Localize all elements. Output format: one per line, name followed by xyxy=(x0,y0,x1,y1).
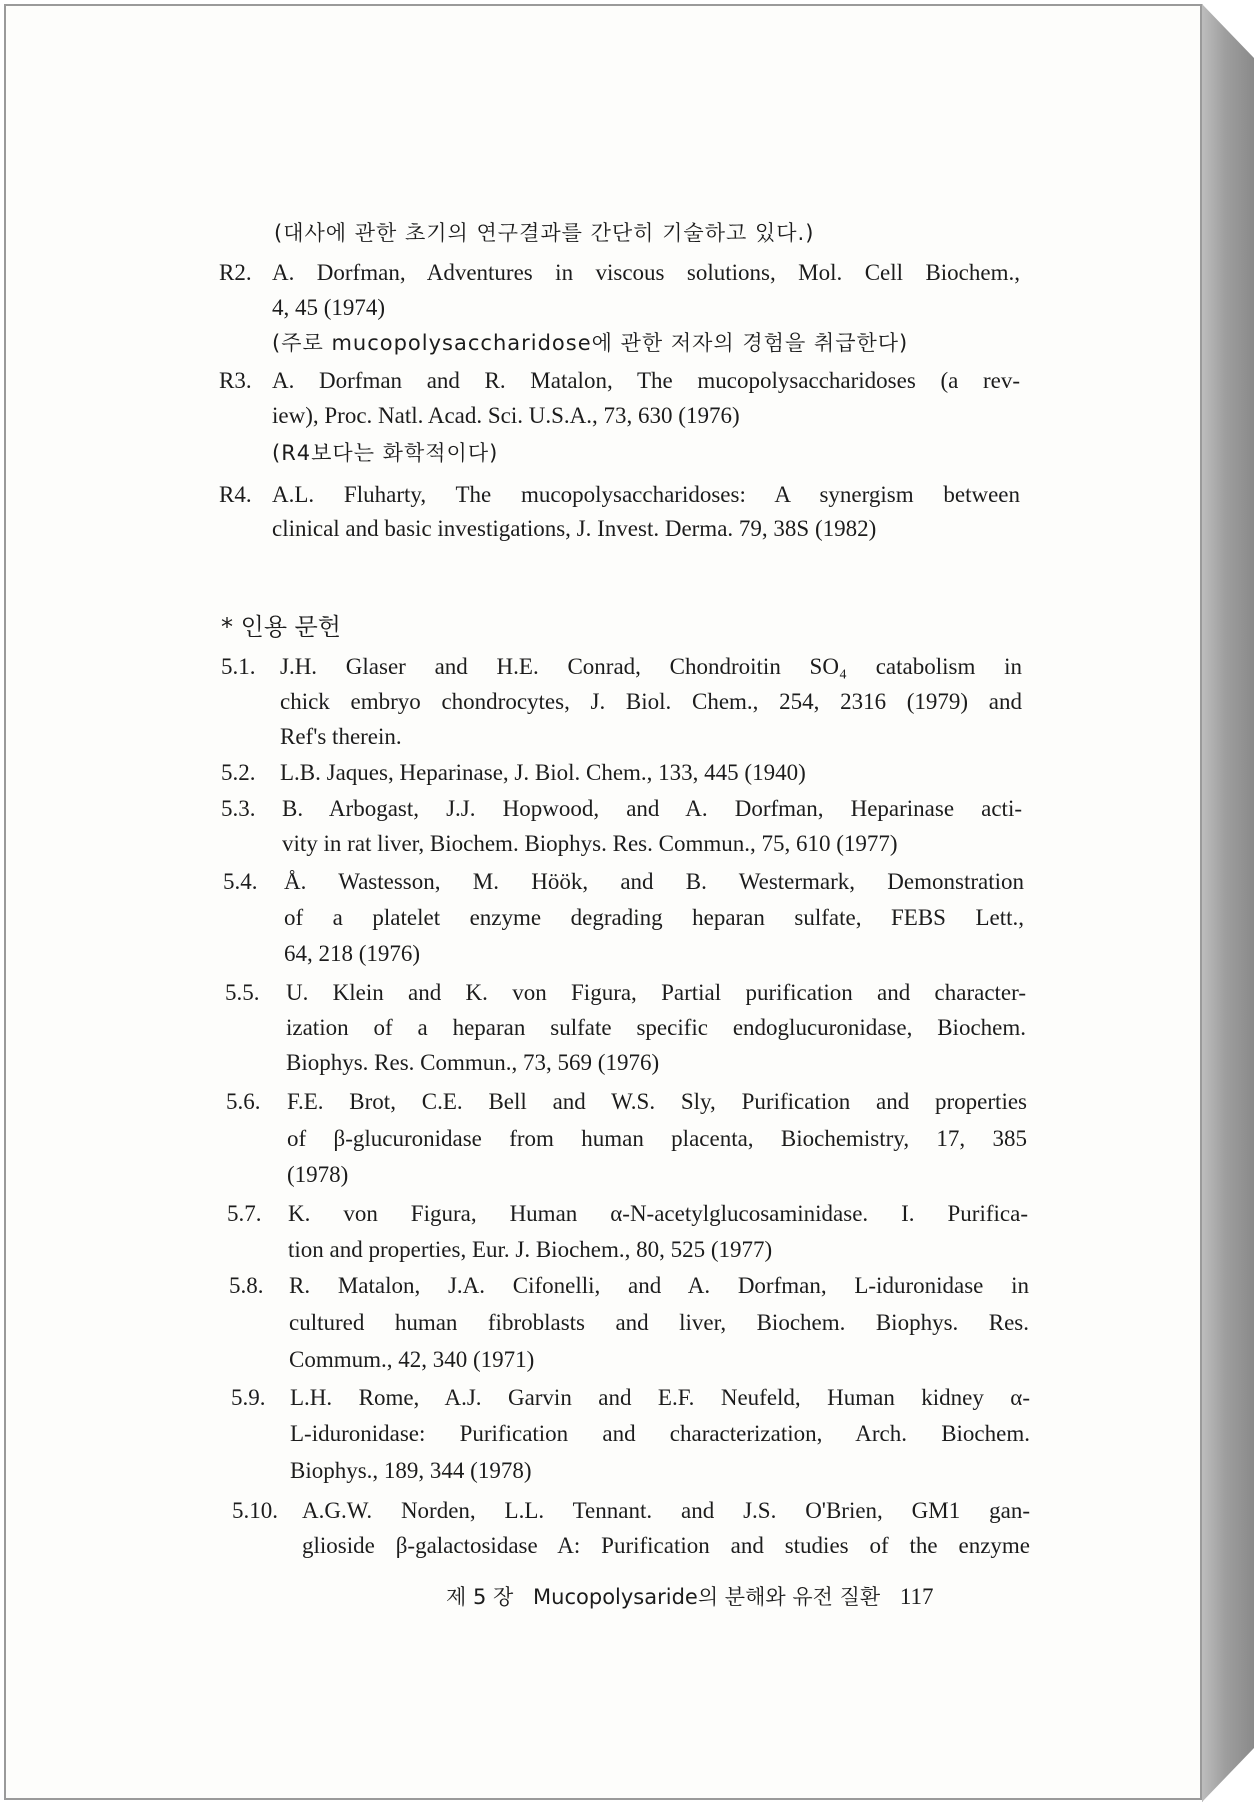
citation-line: glioside β-galactosidase A: Purification and studies of the enzyme xyxy=(302,1533,1030,1558)
citation-line: A.G.W. Norden, L.L. Tennant. and J.S. O'Brien, GM1 gan- xyxy=(302,1498,1030,1523)
reference-note: (주로 mucopolysaccharidose에 관한 저자의 경험을 취급한다) xyxy=(272,331,909,355)
page-number: 117 xyxy=(899,1584,934,1609)
citation-line: chick embryo chondrocytes, J. Biol. Chem., 254, 2316 (1979) and xyxy=(280,689,1022,714)
reference-line: 4, 45 (1974) xyxy=(272,295,386,320)
reference-note: (대사에 관한 초기의 연구결과를 간단히 기술하고 있다.) xyxy=(274,221,815,245)
reference-line: A. Dorfman and R. Matalon, The mucopolysaccharidoses (a rev- xyxy=(272,368,1020,393)
citation-line: Ref's therein. xyxy=(280,724,402,749)
citation-line: Commum., 42, 340 (1971) xyxy=(289,1347,535,1372)
citation-number: 5.9. xyxy=(231,1385,266,1410)
citation-number: 5.3. xyxy=(221,796,256,821)
footer-title: Mucopolysaride의 분해와 유전 질환 xyxy=(533,1585,881,1609)
citation-line: R. Matalon, J.A. Cifonelli, and A. Dorfman, L-iduronidase in xyxy=(289,1273,1029,1298)
citation-line: Å. Wastesson, M. Höök, and B. Westermark, Demonstration xyxy=(284,869,1024,894)
citation-line: L-iduronidase: Purification and characterization, Arch. Biochem. xyxy=(290,1421,1030,1446)
reference-line: clinical and basic investigations, J. Invest. Derma. 79, 38S (1982) xyxy=(272,516,877,541)
citation-number: 5.8. xyxy=(229,1273,264,1298)
citation-line: ization of a heparan sulfate specific endoglucuronidase, Biochem. xyxy=(286,1015,1026,1040)
citation-line: Biophys., 189, 344 (1978) xyxy=(290,1458,532,1483)
footer-chapter: 제 5 장 xyxy=(446,1585,514,1609)
page-footer xyxy=(446,1581,1006,1613)
citation-number: 5.1. xyxy=(221,654,256,679)
reference-number: R2. xyxy=(219,260,252,285)
citation-number: 5.10. xyxy=(232,1498,278,1523)
citation-number: 5.2. xyxy=(221,760,256,785)
citation-line: (1978) xyxy=(287,1162,349,1187)
citation-number: 5.5. xyxy=(225,980,260,1005)
citation-line: K. von Figura, Human α-N-acetylglucosaminidase. I. Purifica- xyxy=(288,1201,1028,1226)
reference-number: R3. xyxy=(219,368,252,393)
reference-line: A.L. Fluharty, The mucopolysaccharidoses: A synergism between xyxy=(272,482,1020,507)
citation-line: Biophys. Res. Commun., 73, 569 (1976) xyxy=(286,1050,660,1075)
reference-line: A. Dorfman, Adventures in viscous solutions, Mol. Cell Biochem., xyxy=(272,260,1020,285)
citation-line: cultured human fibroblasts and liver, Biochem. Biophys. Res. xyxy=(289,1310,1029,1335)
citation-line: L.H. Rome, A.J. Garvin and E.F. Neufeld, Human kidney α- xyxy=(290,1385,1030,1410)
citation-line: vity in rat liver, Biochem. Biophys. Res. Commun., 75, 610 (1977) xyxy=(282,831,898,856)
section-heading: * 인용 문헌 xyxy=(221,613,341,641)
citation-number: 5.4. xyxy=(223,869,258,894)
citation-line: U. Klein and K. von Figura, Partial purification and character- xyxy=(286,980,1026,1005)
citation-line: of β-glucuronidase from human placenta, Biochemistry, 17, 385 xyxy=(287,1126,1027,1151)
book-page xyxy=(4,4,1202,1800)
reference-line: iew), Proc. Natl. Acad. Sci. U.S.A., 73, 630 (1976) xyxy=(272,403,740,428)
citation-number: 5.7. xyxy=(227,1201,262,1226)
page-stack-edge xyxy=(1202,4,1254,1802)
citation-line: J.H. Glaser and H.E. Conrad, Chondroitin SO₄ catabolism in xyxy=(280,654,1022,679)
citation-number: 5.6. xyxy=(226,1089,261,1114)
citation-line: B. Arbogast, J.J. Hopwood, and A. Dorfman, Heparinase acti- xyxy=(282,796,1022,821)
citation-line: tion and properties, Eur. J. Biochem., 80, 525 (1977) xyxy=(288,1237,773,1262)
citation-line: F.E. Brot, C.E. Bell and W.S. Sly, Purification and properties xyxy=(287,1089,1027,1114)
citation-line: of a platelet enzyme degrading heparan sulfate, FEBS Lett., xyxy=(284,905,1024,930)
citation-line: 64, 218 (1976) xyxy=(284,941,421,966)
reference-note: (R4보다는 화학적이다) xyxy=(272,441,499,465)
citation-line: L.B. Jaques, Heparinase, J. Biol. Chem., 133, 445 (1940) xyxy=(280,760,806,785)
reference-number: R4. xyxy=(219,482,252,507)
